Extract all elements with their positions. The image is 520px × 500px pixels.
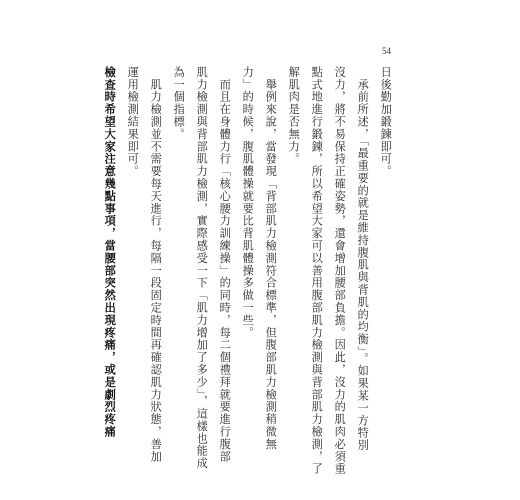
section-heading: 檢查時希望大家注意幾點事項，當腰部突然出現疼痛，或是劇烈疼痛 — [103, 66, 117, 438]
text-column-8: 而且在身體力行「核心腰力訓練操」的同時，每二個禮拜就要進行腹部 — [218, 66, 232, 463]
text-column-3: 沒力，將不易保持正確姿勢，還會增加腰部負擔。因此，沒力的肌肉必須重 — [333, 66, 347, 476]
text-column-5: 解肌肉是否無力。 — [287, 66, 301, 166]
text-column-7: 力」的時候，腹肌體操就要比背肌體操多做一些。 — [241, 66, 255, 339]
text-column-1: 日後勤加鍛鍊即可。 — [379, 66, 393, 178]
page-number: 54 — [382, 46, 391, 56]
text-column-11: 肌力檢測並不需要每天進行，每隔一段固定時間再確認肌力狀態，善加 — [149, 66, 163, 463]
text-column-4: 點式地進行鍛鍊，所以希望大家可以善用腹部肌力檢測與背部肌力檢測，了 — [310, 66, 324, 476]
text-column-2: 承前所述，「最重要的就是維持腹肌與背肌的均衡」。如果某一方特別 — [356, 66, 370, 452]
text-column-12: 運用檢測結果即可。 — [126, 66, 140, 178]
text-column-9: 肌力檢測與背部肌力檢測，實際感受一下「肌力增加了多少」，這樣也能成 — [195, 66, 209, 470]
text-column-10: 為一個指標。 — [172, 66, 186, 141]
text-column-6: 舉例來說，當發現「背部肌力檢測符合標準，但腹部肌力檢測稍微無 — [264, 66, 278, 451]
